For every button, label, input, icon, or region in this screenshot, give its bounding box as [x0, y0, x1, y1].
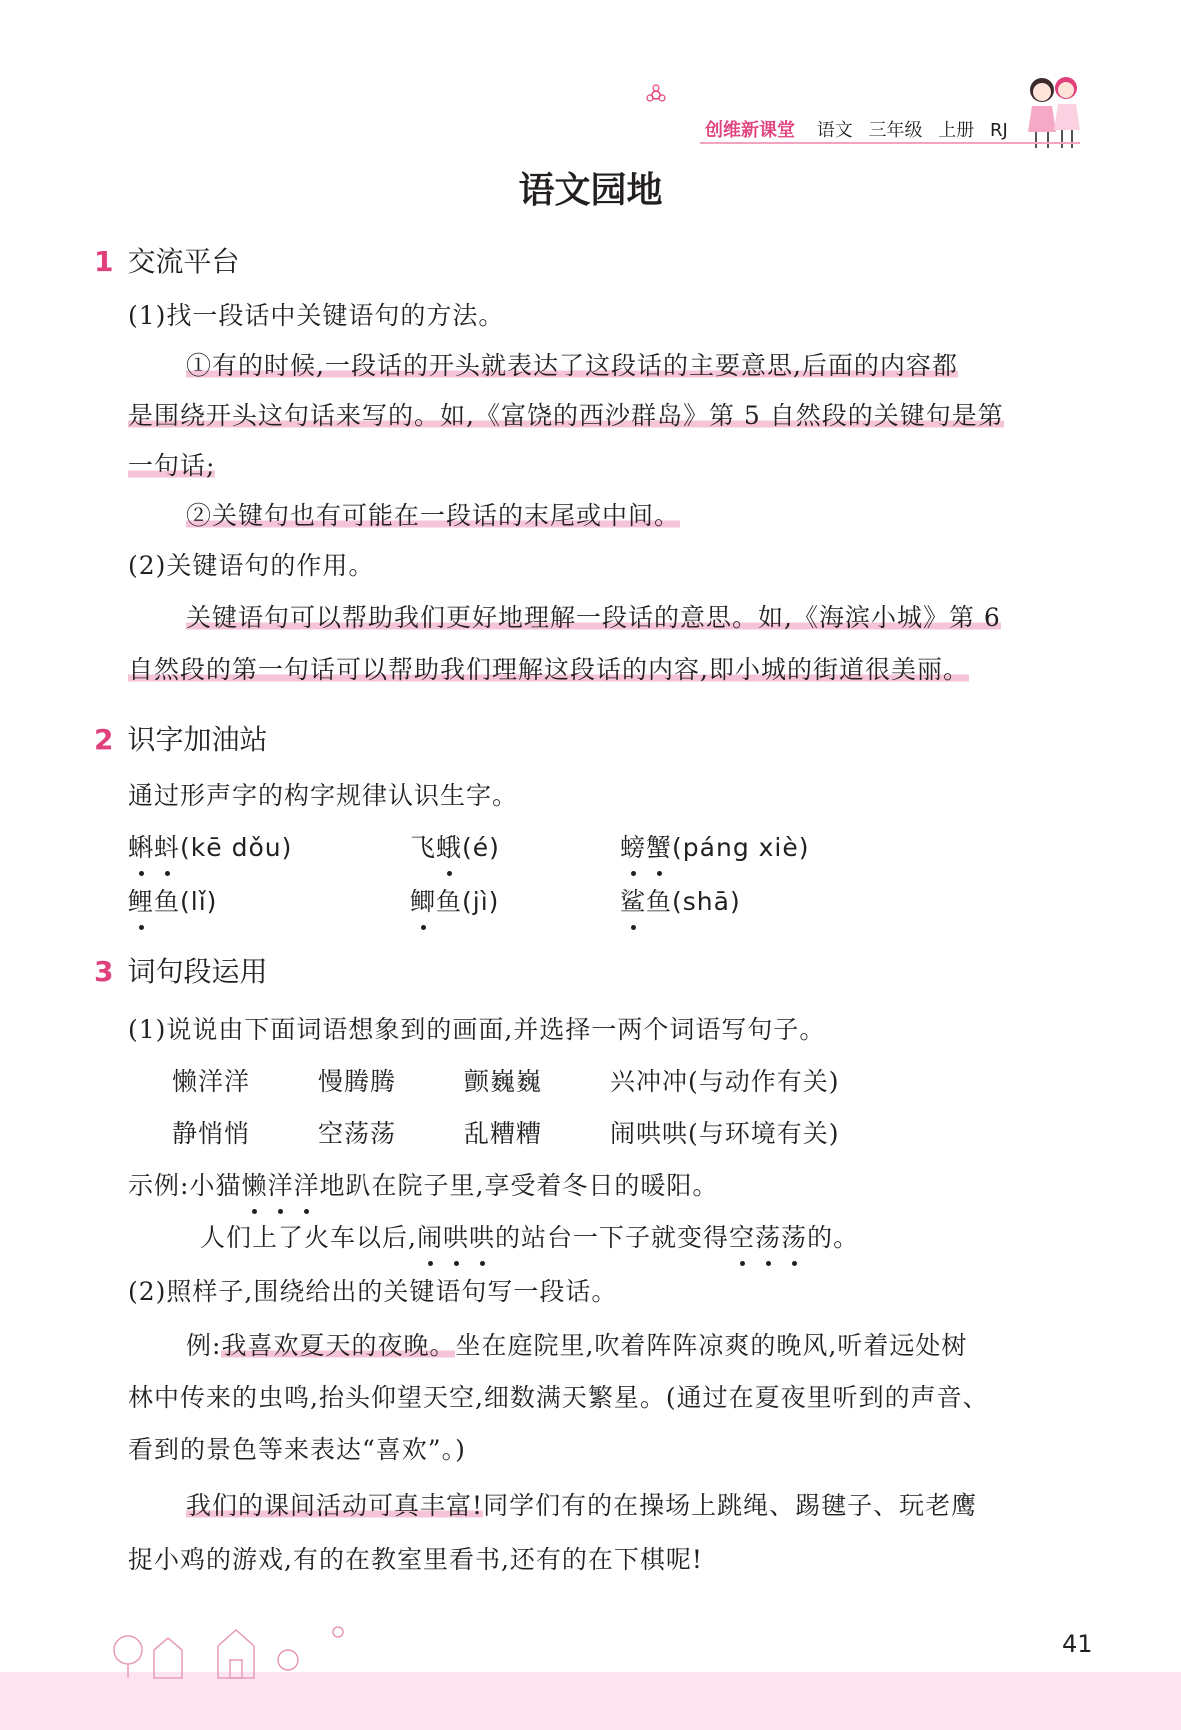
paragraph: 看到的景色等来表达“喜欢”。): [128, 1435, 466, 1464]
pinyin: (kē dǒu): [180, 833, 293, 862]
paragraph: [128, 396, 1004, 432]
volume-label: 上册: [938, 120, 975, 141]
text: 地趴在院子里,享受着冬日的暖阳。: [319, 1171, 719, 1200]
vocab-item: [128, 828, 292, 864]
section-2-heading: [94, 718, 268, 758]
paragraph: (2)照样子,围绕给出的关键语句写一段话。: [128, 1277, 618, 1306]
vocab-item: [410, 882, 499, 918]
word-item: 空荡荡: [318, 1119, 397, 1148]
section-3-heading: [94, 950, 268, 990]
paragraph: [128, 650, 969, 686]
highlighted-text: 我们的课间活动可真丰富!: [186, 1491, 484, 1520]
dotted-char: 洋: [267, 1166, 293, 1202]
section-number: 3: [94, 955, 114, 988]
cartoon-kids-icon: [1020, 70, 1090, 150]
dotted-char: 懒: [241, 1166, 267, 1202]
pinyin: (jì): [462, 887, 500, 916]
dotted-char: 蛾: [436, 828, 462, 864]
highlighted-text: 一句话;: [128, 451, 216, 480]
word-item: 乱糟糟: [464, 1119, 543, 1148]
text: 同学们有的在操场上跳绳、踢毽子、玩老鹰: [483, 1491, 978, 1520]
example-sentence: [128, 1166, 718, 1202]
pinyin: (é): [462, 833, 500, 862]
paragraph: (2)关键语句的作用。: [128, 551, 375, 580]
text: 的站台一下子就变得: [495, 1223, 730, 1252]
section-title: 交流平台: [127, 245, 240, 278]
dotted-char: 荡: [755, 1218, 781, 1254]
paragraph: 通过形声字的构字规律认识生字。: [128, 781, 519, 810]
dotted-char: 蝌: [128, 828, 154, 864]
section-title: 识字加油站: [127, 723, 268, 756]
brand-name: 创维新课堂: [705, 120, 795, 141]
char: 鱼: [646, 887, 673, 916]
dotted-char: 鲨: [620, 882, 646, 918]
vocab-item: [410, 828, 500, 864]
paragraph: 捉小鸡的游戏,有的在教室里看书,还有的在下棋呢!: [128, 1545, 703, 1574]
paragraph: [186, 1486, 977, 1522]
vocab-item: [620, 882, 741, 918]
dotted-char: 哄: [443, 1218, 469, 1254]
paragraph: [186, 496, 680, 532]
paragraph: [186, 346, 958, 382]
example-sentence: [200, 1218, 859, 1254]
dotted-char: 闹: [417, 1218, 443, 1254]
word-item: 慢腾腾: [318, 1067, 397, 1096]
dotted-char: 蚪: [154, 828, 180, 864]
word-item: 闹哄哄(与环境有关): [610, 1119, 840, 1148]
paragraph: [128, 446, 215, 482]
dotted-char: 螃: [620, 828, 646, 864]
grade-label: 三年级: [868, 120, 923, 141]
dotted-char: 荡: [781, 1218, 807, 1254]
vocab-item: [620, 828, 810, 864]
highlighted-text: 我喜欢夏天的夜晚。: [221, 1331, 456, 1360]
char: 飞: [410, 833, 437, 862]
highlighted-text: 是围绕开头这句话来写的。如,《富饶的西沙群岛》第 5 自然段的关键句是第: [128, 401, 1004, 430]
pinyin: (shā): [672, 887, 741, 916]
word-item: 颤巍巍: [464, 1067, 543, 1096]
footer-band: [0, 1672, 1181, 1730]
page-number: 41: [1062, 1630, 1093, 1658]
flower-decoration-icon: [645, 84, 667, 106]
char: 鱼: [154, 887, 181, 916]
word-item: 静悄悄: [172, 1119, 251, 1148]
section-number: 2: [94, 723, 114, 756]
char: 鱼: [436, 887, 463, 916]
dotted-char: 鲤: [128, 882, 154, 918]
dotted-char: 鲫: [410, 882, 436, 918]
page-title: 语文园地: [518, 170, 663, 211]
highlighted-text: ①有的时候,一段话的开头就表达了这段话的主要意思,后面的内容都: [186, 351, 958, 380]
subject-label: 语文: [816, 120, 853, 141]
highlighted-text: 关键语句可以帮助我们更好地理解一段话的意思。如,《海滨小城》第 6: [186, 603, 1001, 632]
section-number: 1: [94, 245, 114, 278]
word-item: 懒洋洋: [172, 1067, 251, 1096]
dotted-char: 哄: [469, 1218, 495, 1254]
header-divider: [700, 142, 1080, 144]
text: 示例:小猫: [128, 1171, 242, 1200]
paragraph: 林中传来的虫鸣,抬头仰望天空,细数满天繁星。(通过在夏夜里听到的声音、: [128, 1383, 989, 1412]
text: 例:: [186, 1331, 222, 1360]
edition-label: RJ: [989, 120, 1008, 141]
word-item: 兴冲冲(与动作有关): [610, 1067, 840, 1096]
pinyin: (lǐ): [180, 887, 218, 916]
town-decoration-icon: [108, 1620, 368, 1680]
section-title: 词句段运用: [127, 955, 268, 988]
paragraph: (1)说说由下面词语想象到的画面,并选择一两个词语写句子。: [128, 1015, 826, 1044]
book-header: [705, 116, 1008, 142]
section-1-heading: [94, 240, 240, 280]
vocab-item: [128, 882, 217, 918]
text: 的。: [807, 1223, 860, 1252]
paragraph: [186, 598, 1001, 634]
text: 坐在庭院里,吹着阵阵凉爽的晚风,听着远处树: [455, 1331, 968, 1360]
paragraph: [186, 1326, 967, 1362]
text: 人们上了火车以后,: [200, 1223, 417, 1252]
dotted-char: 蟹: [646, 828, 672, 864]
highlighted-text: 自然段的第一句话可以帮助我们理解这段话的内容,即小城的街道很美丽。: [128, 655, 969, 684]
paragraph: (1)找一段话中关键语句的方法。: [128, 301, 505, 330]
dotted-char: 洋: [293, 1166, 319, 1202]
dotted-char: 空: [729, 1218, 755, 1254]
highlighted-text: ②关键句也有可能在一段话的末尾或中间。: [186, 501, 681, 530]
pinyin: (páng xiè): [672, 833, 810, 862]
